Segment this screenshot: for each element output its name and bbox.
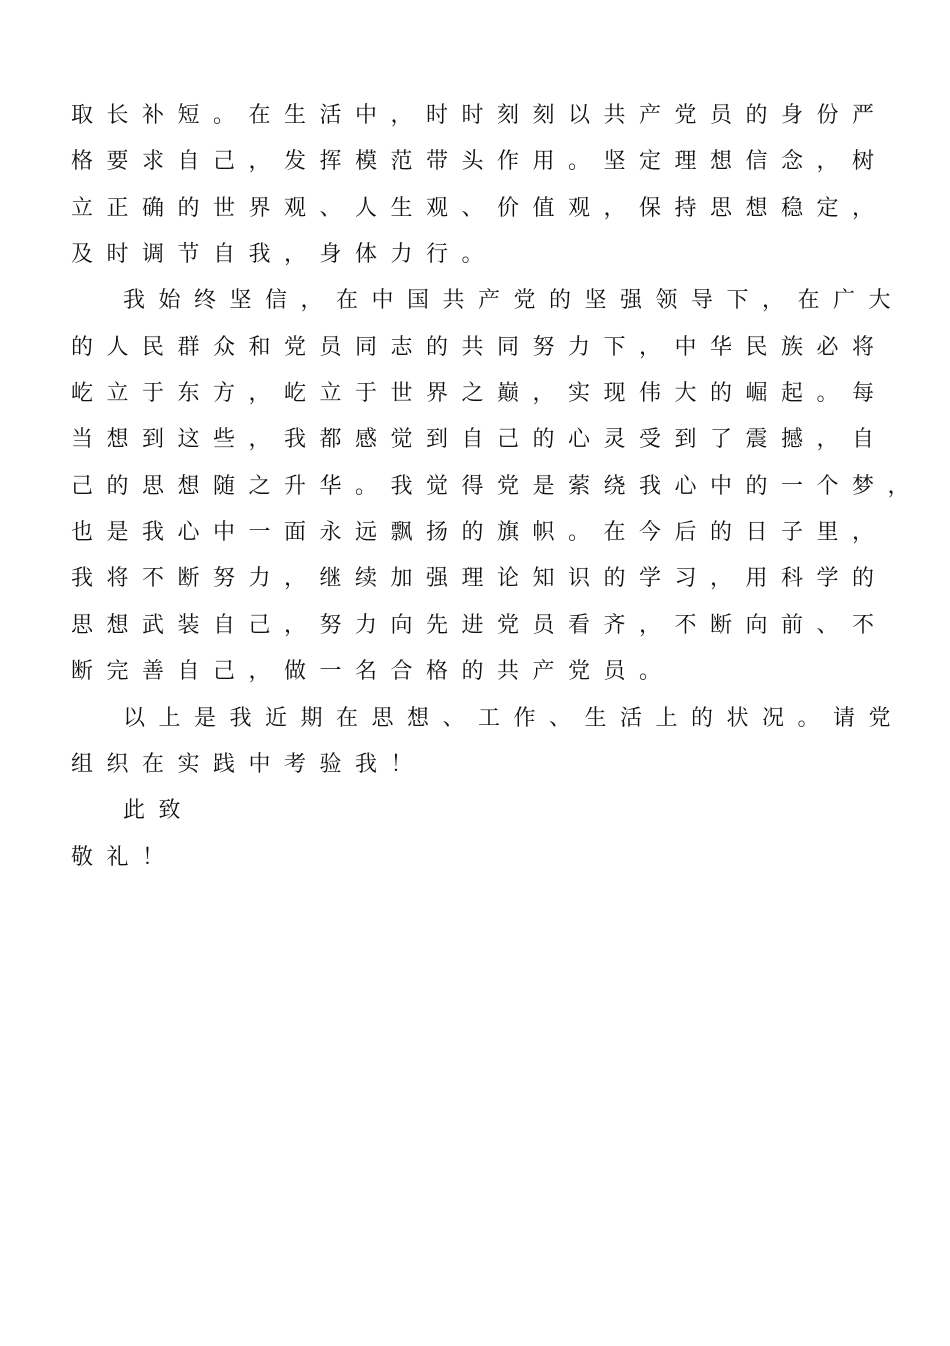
paragraph-1-line-2: 格要求自己，发挥模范带头作用。坚定理想信念，树 [71, 149, 888, 174]
paragraph-2-line-9: 断完善自己，做一名合格的共产党员。 [71, 659, 675, 684]
paragraph-3-line-2: 组织在实践中考验我！ [71, 752, 427, 777]
paragraph-2-line-8: 思想武装自己，努力向先进党员看齐，不断向前、不 [71, 613, 888, 638]
paragraph-2-line-5: 己的思想随之升华。我觉得党是萦绕我心中的一个梦， [71, 474, 924, 499]
paragraph-1-line-1: 取长补短。在生活中，时时刻刻以共产党员的身份严 [71, 103, 888, 128]
paragraph-2-line-4: 当想到这些，我都感觉到自己的心灵受到了震撼，自 [71, 427, 888, 452]
paragraph-3-line-1: 以上是我近期在思想、工作、生活上的状况。请党 [123, 706, 905, 731]
paragraph-2-line-1: 我始终坚信，在中国共产党的坚强领导下，在广大 [123, 288, 905, 313]
paragraph-2-line-7: 我将不断努力，继续加强理论知识的学习，用科学的 [71, 566, 888, 591]
paragraph-2-line-3: 屹立于东方，屹立于世界之巅，实现伟大的崛起。每 [71, 381, 888, 406]
salutation-text: 敬礼！ [71, 845, 178, 870]
paragraph-2-line-6: 也是我心中一面永远飘扬的旗帜。在今后的日子里， [71, 520, 888, 545]
paragraph-1-line-4: 及时调节自我，身体力行。 [71, 242, 498, 267]
paragraph-2-line-2: 的人民群众和党员同志的共同努力下，中华民族必将 [71, 335, 888, 360]
paragraph-1-line-3: 立正确的世界观、人生观、价值观，保持思想稳定， [71, 196, 888, 221]
closing-text: 此致 [123, 798, 195, 823]
